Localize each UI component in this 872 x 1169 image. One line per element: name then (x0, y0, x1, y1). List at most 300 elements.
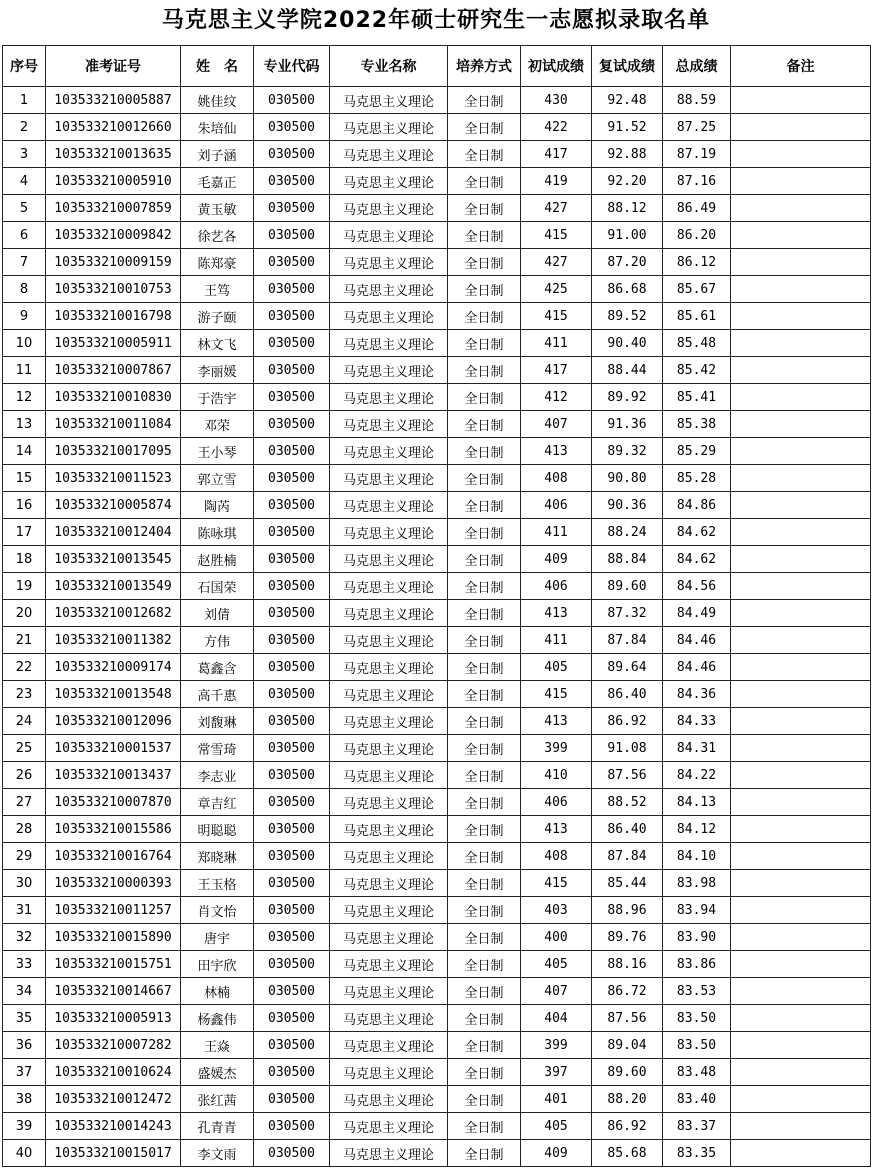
cell-initial-score: 410 (521, 762, 592, 789)
cell-exam-id: 103533210012472 (46, 1086, 181, 1113)
cell-exam-id: 103533210005874 (46, 492, 181, 519)
table-row (3, 195, 871, 222)
cell-major-code: 030500 (254, 789, 330, 816)
cell-major-code: 030500 (254, 249, 330, 276)
cell-study-mode: 全日制 (448, 222, 521, 249)
cell-major-code: 030500 (254, 438, 330, 465)
cell-total-score: 83.53 (663, 978, 731, 1005)
cell-exam-id: 103533210015017 (46, 1140, 181, 1167)
cell-index: 21 (3, 627, 46, 654)
cell-exam-id: 103533210013549 (46, 573, 181, 600)
cell-retest-score: 86.40 (592, 816, 663, 843)
cell-retest-score: 87.56 (592, 1005, 663, 1032)
cell-name: 王玉格 (181, 870, 254, 897)
cell-exam-id: 103533210012660 (46, 114, 181, 141)
cell-total-score: 85.29 (663, 438, 731, 465)
cell-retest-score: 85.44 (592, 870, 663, 897)
cell-exam-id: 103533210012682 (46, 600, 181, 627)
cell-exam-id: 103533210015751 (46, 951, 181, 978)
cell-major-code: 030500 (254, 411, 330, 438)
cell-exam-id: 103533210009842 (46, 222, 181, 249)
cell-initial-score: 406 (521, 573, 592, 600)
cell-major-code: 030500 (254, 816, 330, 843)
cell-retest-score: 90.40 (592, 330, 663, 357)
table-row (3, 627, 871, 654)
cell-study-mode: 全日制 (448, 249, 521, 276)
cell-name: 张红茜 (181, 1086, 254, 1113)
cell-index: 22 (3, 654, 46, 681)
cell-remarks (731, 465, 871, 492)
cell-major-code: 030500 (254, 141, 330, 168)
cell-name: 刘子涵 (181, 141, 254, 168)
cell-initial-score: 427 (521, 195, 592, 222)
cell-remarks (731, 222, 871, 249)
cell-total-score: 83.35 (663, 1140, 731, 1167)
cell-name: 李文雨 (181, 1140, 254, 1167)
cell-initial-score: 397 (521, 1059, 592, 1086)
cell-remarks (731, 1005, 871, 1032)
cell-exam-id: 103533210014667 (46, 978, 181, 1005)
table-row (3, 573, 871, 600)
cell-major-code: 030500 (254, 870, 330, 897)
cell-total-score: 87.16 (663, 168, 731, 195)
cell-major-name: 马克思主义理论 (330, 546, 448, 573)
cell-index: 30 (3, 870, 46, 897)
cell-major-name: 马克思主义理论 (330, 114, 448, 141)
cell-name: 唐宇 (181, 924, 254, 951)
cell-name: 明聪聪 (181, 816, 254, 843)
cell-total-score: 84.10 (663, 843, 731, 870)
cell-remarks (731, 276, 871, 303)
cell-index: 6 (3, 222, 46, 249)
table-row (3, 384, 871, 411)
cell-retest-score: 88.24 (592, 519, 663, 546)
col-header-total-score: 总成绩 (663, 46, 731, 87)
cell-initial-score: 405 (521, 654, 592, 681)
cell-exam-id: 103533210005887 (46, 87, 181, 114)
cell-index: 27 (3, 789, 46, 816)
cell-exam-id: 103533210013437 (46, 762, 181, 789)
cell-total-score: 84.86 (663, 492, 731, 519)
cell-retest-score: 88.52 (592, 789, 663, 816)
cell-exam-id: 103533210009159 (46, 249, 181, 276)
cell-major-code: 030500 (254, 951, 330, 978)
cell-total-score: 84.62 (663, 546, 731, 573)
cell-study-mode: 全日制 (448, 465, 521, 492)
cell-retest-score: 89.92 (592, 384, 663, 411)
cell-remarks (731, 384, 871, 411)
cell-study-mode: 全日制 (448, 114, 521, 141)
cell-exam-id: 103533210015890 (46, 924, 181, 951)
cell-exam-id: 103533210005911 (46, 330, 181, 357)
table-row (3, 411, 871, 438)
cell-major-name: 马克思主义理论 (330, 1086, 448, 1113)
header-row (3, 46, 871, 87)
cell-retest-score: 91.00 (592, 222, 663, 249)
cell-index: 31 (3, 897, 46, 924)
cell-remarks (731, 627, 871, 654)
cell-initial-score: 406 (521, 789, 592, 816)
cell-index: 7 (3, 249, 46, 276)
cell-exam-id: 103533210011084 (46, 411, 181, 438)
cell-name: 陈郑豪 (181, 249, 254, 276)
cell-retest-score: 89.32 (592, 438, 663, 465)
cell-index: 5 (3, 195, 46, 222)
table-row (3, 114, 871, 141)
cell-index: 16 (3, 492, 46, 519)
cell-name: 邓荣 (181, 411, 254, 438)
table-row (3, 1113, 871, 1140)
cell-index: 17 (3, 519, 46, 546)
cell-remarks (731, 195, 871, 222)
cell-study-mode: 全日制 (448, 870, 521, 897)
cell-initial-score: 407 (521, 411, 592, 438)
cell-name: 郭立雪 (181, 465, 254, 492)
table-row (3, 978, 871, 1005)
cell-remarks (731, 87, 871, 114)
cell-total-score: 83.94 (663, 897, 731, 924)
cell-name: 徐艺各 (181, 222, 254, 249)
cell-major-name: 马克思主义理论 (330, 519, 448, 546)
table-row (3, 249, 871, 276)
cell-study-mode: 全日制 (448, 708, 521, 735)
cell-major-name: 马克思主义理论 (330, 843, 448, 870)
cell-major-code: 030500 (254, 681, 330, 708)
cell-total-score: 86.12 (663, 249, 731, 276)
cell-initial-score: 417 (521, 357, 592, 384)
cell-total-score: 84.46 (663, 627, 731, 654)
cell-initial-score: 399 (521, 1032, 592, 1059)
cell-major-name: 马克思主义理论 (330, 708, 448, 735)
cell-study-mode: 全日制 (448, 384, 521, 411)
cell-study-mode: 全日制 (448, 1140, 521, 1167)
cell-remarks (731, 141, 871, 168)
cell-index: 4 (3, 168, 46, 195)
cell-index: 2 (3, 114, 46, 141)
cell-name: 常雪琦 (181, 735, 254, 762)
cell-remarks (731, 573, 871, 600)
table-row (3, 168, 871, 195)
cell-initial-score: 415 (521, 681, 592, 708)
cell-remarks (731, 357, 871, 384)
cell-exam-id: 103533210010830 (46, 384, 181, 411)
table-row (3, 465, 871, 492)
table-row (3, 789, 871, 816)
cell-study-mode: 全日制 (448, 357, 521, 384)
cell-major-name: 马克思主义理论 (330, 978, 448, 1005)
cell-study-mode: 全日制 (448, 1059, 521, 1086)
cell-index: 34 (3, 978, 46, 1005)
cell-initial-score: 403 (521, 897, 592, 924)
cell-study-mode: 全日制 (448, 600, 521, 627)
cell-initial-score: 415 (521, 222, 592, 249)
table-row (3, 735, 871, 762)
cell-initial-score: 413 (521, 438, 592, 465)
cell-initial-score: 415 (521, 870, 592, 897)
cell-exam-id: 103533210014243 (46, 1113, 181, 1140)
cell-name: 章吉红 (181, 789, 254, 816)
table-row (3, 897, 871, 924)
table-row (3, 951, 871, 978)
cell-index: 37 (3, 1059, 46, 1086)
cell-study-mode: 全日制 (448, 1032, 521, 1059)
cell-index: 15 (3, 465, 46, 492)
cell-total-score: 83.48 (663, 1059, 731, 1086)
cell-major-name: 马克思主义理论 (330, 816, 448, 843)
cell-major-code: 030500 (254, 1086, 330, 1113)
cell-exam-id: 103533210015586 (46, 816, 181, 843)
table-row (3, 519, 871, 546)
cell-initial-score: 405 (521, 951, 592, 978)
cell-major-code: 030500 (254, 330, 330, 357)
cell-study-mode: 全日制 (448, 735, 521, 762)
cell-index: 26 (3, 762, 46, 789)
cell-remarks (731, 789, 871, 816)
cell-initial-score: 412 (521, 384, 592, 411)
cell-major-code: 030500 (254, 1140, 330, 1167)
cell-major-code: 030500 (254, 708, 330, 735)
cell-index: 8 (3, 276, 46, 303)
cell-initial-score: 425 (521, 276, 592, 303)
cell-index: 1 (3, 87, 46, 114)
cell-initial-score: 413 (521, 816, 592, 843)
cell-initial-score: 411 (521, 519, 592, 546)
cell-study-mode: 全日制 (448, 816, 521, 843)
cell-major-name: 马克思主义理论 (330, 249, 448, 276)
cell-remarks (731, 546, 871, 573)
cell-major-name: 马克思主义理论 (330, 762, 448, 789)
table-row (3, 141, 871, 168)
cell-study-mode: 全日制 (448, 492, 521, 519)
cell-major-code: 030500 (254, 627, 330, 654)
cell-retest-score: 88.20 (592, 1086, 663, 1113)
cell-remarks (731, 1113, 871, 1140)
cell-major-name: 马克思主义理论 (330, 681, 448, 708)
cell-retest-score: 86.72 (592, 978, 663, 1005)
cell-total-score: 87.19 (663, 141, 731, 168)
table-row (3, 681, 871, 708)
table-row (3, 708, 871, 735)
cell-major-name: 马克思主义理论 (330, 1032, 448, 1059)
cell-major-name: 马克思主义理论 (330, 1113, 448, 1140)
cell-total-score: 83.50 (663, 1032, 731, 1059)
cell-remarks (731, 114, 871, 141)
cell-name: 方伟 (181, 627, 254, 654)
cell-major-name: 马克思主义理论 (330, 168, 448, 195)
cell-major-code: 030500 (254, 546, 330, 573)
cell-remarks (731, 654, 871, 681)
col-header-name: 姓 名 (181, 46, 254, 87)
cell-index: 35 (3, 1005, 46, 1032)
cell-initial-score: 408 (521, 843, 592, 870)
table-row (3, 438, 871, 465)
cell-remarks (731, 708, 871, 735)
cell-study-mode: 全日制 (448, 924, 521, 951)
cell-study-mode: 全日制 (448, 411, 521, 438)
cell-initial-score: 401 (521, 1086, 592, 1113)
cell-total-score: 84.13 (663, 789, 731, 816)
cell-major-code: 030500 (254, 924, 330, 951)
cell-total-score: 83.86 (663, 951, 731, 978)
cell-initial-score: 404 (521, 1005, 592, 1032)
cell-study-mode: 全日制 (448, 1113, 521, 1140)
col-header-remarks: 备注 (731, 46, 871, 87)
cell-exam-id: 103533210007867 (46, 357, 181, 384)
table-row (3, 654, 871, 681)
cell-remarks (731, 735, 871, 762)
cell-major-name: 马克思主义理论 (330, 735, 448, 762)
cell-total-score: 84.22 (663, 762, 731, 789)
cell-exam-id: 103533210011382 (46, 627, 181, 654)
page-title: 马克思主义学院2022年硕士研究生一志愿拟录取名单 (161, 8, 711, 33)
cell-major-name: 马克思主义理论 (330, 573, 448, 600)
table-row (3, 303, 871, 330)
cell-major-name: 马克思主义理论 (330, 1140, 448, 1167)
cell-remarks (731, 600, 871, 627)
cell-retest-score: 88.96 (592, 897, 663, 924)
cell-major-name: 马克思主义理论 (330, 384, 448, 411)
cell-initial-score: 415 (521, 303, 592, 330)
cell-major-code: 030500 (254, 195, 330, 222)
col-header-major-name: 专业名称 (330, 46, 448, 87)
cell-retest-score: 86.92 (592, 708, 663, 735)
cell-major-code: 030500 (254, 600, 330, 627)
cell-exam-id: 103533210013548 (46, 681, 181, 708)
cell-study-mode: 全日制 (448, 303, 521, 330)
cell-retest-score: 91.36 (592, 411, 663, 438)
cell-name: 陈咏琪 (181, 519, 254, 546)
cell-name: 刘馥琳 (181, 708, 254, 735)
cell-study-mode: 全日制 (448, 1086, 521, 1113)
cell-study-mode: 全日制 (448, 762, 521, 789)
table-row (3, 330, 871, 357)
cell-remarks (731, 411, 871, 438)
cell-major-name: 马克思主义理论 (330, 411, 448, 438)
cell-initial-score: 411 (521, 627, 592, 654)
cell-major-code: 030500 (254, 1005, 330, 1032)
cell-total-score: 84.46 (663, 654, 731, 681)
cell-initial-score: 419 (521, 168, 592, 195)
cell-major-name: 马克思主义理论 (330, 357, 448, 384)
cell-initial-score: 430 (521, 87, 592, 114)
cell-remarks (731, 924, 871, 951)
cell-major-code: 030500 (254, 1059, 330, 1086)
cell-remarks (731, 249, 871, 276)
cell-major-name: 马克思主义理论 (330, 870, 448, 897)
col-header-exam-id: 准考证号 (46, 46, 181, 87)
cell-study-mode: 全日制 (448, 438, 521, 465)
cell-major-name: 马克思主义理论 (330, 492, 448, 519)
table-row (3, 1005, 871, 1032)
cell-name: 王笃 (181, 276, 254, 303)
cell-major-name: 马克思主义理论 (330, 465, 448, 492)
cell-exam-id: 103533210007859 (46, 195, 181, 222)
cell-major-name: 马克思主义理论 (330, 276, 448, 303)
cell-exam-id: 103533210005910 (46, 168, 181, 195)
cell-study-mode: 全日制 (448, 789, 521, 816)
cell-remarks (731, 1086, 871, 1113)
cell-total-score: 86.49 (663, 195, 731, 222)
cell-index: 20 (3, 600, 46, 627)
cell-initial-score: 413 (521, 600, 592, 627)
cell-total-score: 84.31 (663, 735, 731, 762)
cell-major-name: 马克思主义理论 (330, 897, 448, 924)
cell-index: 36 (3, 1032, 46, 1059)
cell-major-name: 马克思主义理论 (330, 951, 448, 978)
cell-remarks (731, 681, 871, 708)
cell-index: 38 (3, 1086, 46, 1113)
cell-index: 10 (3, 330, 46, 357)
cell-total-score: 84.33 (663, 708, 731, 735)
cell-major-code: 030500 (254, 303, 330, 330)
cell-retest-score: 89.64 (592, 654, 663, 681)
cell-exam-id: 103533210001537 (46, 735, 181, 762)
cell-remarks (731, 519, 871, 546)
cell-name: 王焱 (181, 1032, 254, 1059)
cell-major-code: 030500 (254, 1032, 330, 1059)
cell-index: 23 (3, 681, 46, 708)
cell-retest-score: 88.44 (592, 357, 663, 384)
cell-remarks (731, 1140, 871, 1167)
cell-exam-id: 103533210013545 (46, 546, 181, 573)
table-row (3, 1086, 871, 1113)
cell-exam-id: 103533210017095 (46, 438, 181, 465)
cell-index: 19 (3, 573, 46, 600)
col-header-index: 序号 (3, 46, 46, 87)
cell-name: 林楠 (181, 978, 254, 1005)
cell-total-score: 85.67 (663, 276, 731, 303)
table-row (3, 1140, 871, 1167)
cell-total-score: 85.42 (663, 357, 731, 384)
cell-index: 39 (3, 1113, 46, 1140)
cell-study-mode: 全日制 (448, 195, 521, 222)
cell-index: 28 (3, 816, 46, 843)
cell-retest-score: 92.88 (592, 141, 663, 168)
cell-total-score: 83.37 (663, 1113, 731, 1140)
cell-major-name: 马克思主义理论 (330, 222, 448, 249)
cell-study-mode: 全日制 (448, 330, 521, 357)
cell-retest-score: 88.16 (592, 951, 663, 978)
col-header-initial-score: 初试成绩 (521, 46, 592, 87)
cell-total-score: 84.49 (663, 600, 731, 627)
cell-major-name: 马克思主义理论 (330, 330, 448, 357)
cell-total-score: 84.12 (663, 816, 731, 843)
cell-name: 高千惠 (181, 681, 254, 708)
cell-name: 肖文怡 (181, 897, 254, 924)
cell-retest-score: 87.32 (592, 600, 663, 627)
table-row (3, 816, 871, 843)
cell-study-mode: 全日制 (448, 978, 521, 1005)
cell-initial-score: 427 (521, 249, 592, 276)
table-row (3, 546, 871, 573)
cell-retest-score: 92.20 (592, 168, 663, 195)
cell-major-name: 马克思主义理论 (330, 303, 448, 330)
cell-remarks (731, 438, 871, 465)
table-row (3, 843, 871, 870)
table-row (3, 600, 871, 627)
table-row (3, 1059, 871, 1086)
cell-major-code: 030500 (254, 654, 330, 681)
cell-name: 孔青青 (181, 1113, 254, 1140)
cell-total-score: 83.90 (663, 924, 731, 951)
cell-index: 29 (3, 843, 46, 870)
cell-index: 11 (3, 357, 46, 384)
cell-retest-score: 86.92 (592, 1113, 663, 1140)
cell-study-mode: 全日制 (448, 87, 521, 114)
cell-name: 郑晓琳 (181, 843, 254, 870)
cell-total-score: 84.56 (663, 573, 731, 600)
cell-major-code: 030500 (254, 519, 330, 546)
